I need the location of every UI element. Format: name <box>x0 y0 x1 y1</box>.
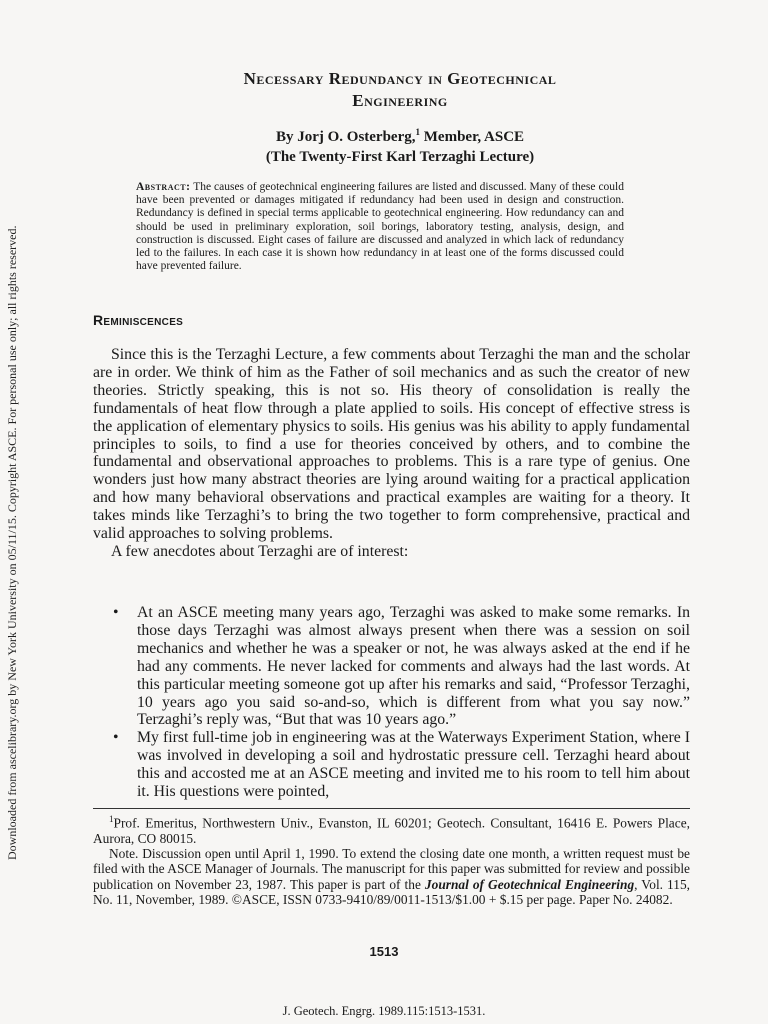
abstract-text: The causes of geotechnical engineering failures are listed and discussed. Many of these could have been prevented or damages mitigated if redundancy had been used in design and construction. Redundancy is defined in special terms applicable to geotechnical engineering. How redundancy can and should be used in preliminary exploration, soil borings, laboratory testing, analysis, design, and construction is discussed. Eight cases of failure are discussed and analyzed in which lack of redundancy led to the failures. In each case it is shown how redundancy in at least one of the forms discussed could have prevented failure. <box>136 181 624 273</box>
note-text-end: , Vol. 115, No. 11, November, 1989. ©ASCE, ISSN 0733-9410/89/0011-1513/$1.00 + $.15 per page. Paper No. 24082. <box>93 876 690 907</box>
page-number: 1513 <box>369 944 399 959</box>
footnote-1 <box>93 812 690 846</box>
byline <box>110 122 690 167</box>
discussion-note <box>93 846 690 907</box>
footnotes <box>93 812 690 907</box>
footnote-1-text: Prof. Emeritus, Northwestern Univ., Evanston, IL 60201; Geotech. Consultant, 16416 E. Powers Place, Aurora, CO 80015. <box>93 815 690 846</box>
author-membership: Member, ASCE <box>420 129 525 145</box>
paragraph-2: A few anecdotes about Terzaghi are of interest: <box>111 542 409 560</box>
list-item <box>93 604 690 729</box>
paper-title <box>110 68 690 112</box>
anecdote-list <box>93 604 690 801</box>
lecture-subtitle: (The Twenty-First Karl Terzaghi Lecture) <box>265 149 535 165</box>
footnote-marker: 1 <box>109 814 114 824</box>
bullet-marker: • <box>113 604 119 621</box>
abstract <box>136 181 624 273</box>
author-line <box>110 122 690 147</box>
note-text-start: Note. Discussion open until April 1, 1990. To extend the closing date one month, a written request must be filed with the ASCE Manager of Journals. The manuscript for this paper was submitted for review and possible publication on November 23, 1987. This paper is part of the <box>93 846 690 892</box>
paragraph-1: Since this is the Terzaghi Lecture, a few comments about Terzaghi the man and the scholar are in order. We think of him as the Father of soil mechanics and as such the creator of new theories. Strictly speaking, this is not so. His theory of consolidation is really the fundamentals of heat flow through a plate applied to soils. His concept of effective stress is the application of elementary physics to soils. His genius was his ability to apply fundamental principles to soils, to find a use for theories conceived by others, and to combine the fundamental and observational approaches to problems. This is a rare type of genius. One wonders just how many abstract theories are lying around waiting for a practical application and how many behavioral observations and practical examples are waiting for a theory. It takes minds like Terzaghi’s to bring the two together to form comprehensive, practical and valid approaches to solving problems. <box>93 346 690 543</box>
abstract-label: Abstract: <box>136 181 191 193</box>
list-item-text: My first full-time job in engineering was at the Waterways Experiment Station, where I was involved in developing a soil and hydrostatic pressure cell. Terzaghi heard about this and accosted me at an ASCE meeting and invited me to his room to tell him about it. His questions were pointed, <box>137 729 690 801</box>
download-watermark: Downloaded from ascelibrary.org by New York University on 05/11/15. Copyright ASCE. For personal use only; all rights reserved. <box>5 225 19 860</box>
list-item-text: At an ASCE meeting many years ago, Terzaghi was asked to make some remarks. In those days Terzaghi was almost always present when there was a session on soil mechanics and whether he was a speaker or not, he was always asked at the end if he had any comments. He never lacked for comments and always had the last words. At this particular meeting someone got up after his remarks and said, “Professor Terzaghi, 10 years ago you said so-and-so, which is different from what you say now.” Terzaghi’s reply was, “But that was 10 years ago.” <box>137 604 690 729</box>
body-text <box>93 346 690 561</box>
list-item <box>93 729 690 801</box>
footnote-divider <box>93 808 690 809</box>
citation-footer: J. Geotech. Engrg. 1989.115:1513-1531. <box>282 1004 486 1018</box>
title-line-1: Necessary Redundancy in Geotechnical <box>243 69 557 88</box>
title-line-2: Engineering <box>352 91 448 110</box>
author-name: By Jorj O. Osterberg, <box>275 129 416 145</box>
section-heading: Reminiscences <box>93 312 184 328</box>
bullet-marker: • <box>113 729 119 747</box>
author-footnote-marker: 1 <box>415 127 421 137</box>
journal-name: Journal of Geotechnical Engineering <box>424 876 635 892</box>
